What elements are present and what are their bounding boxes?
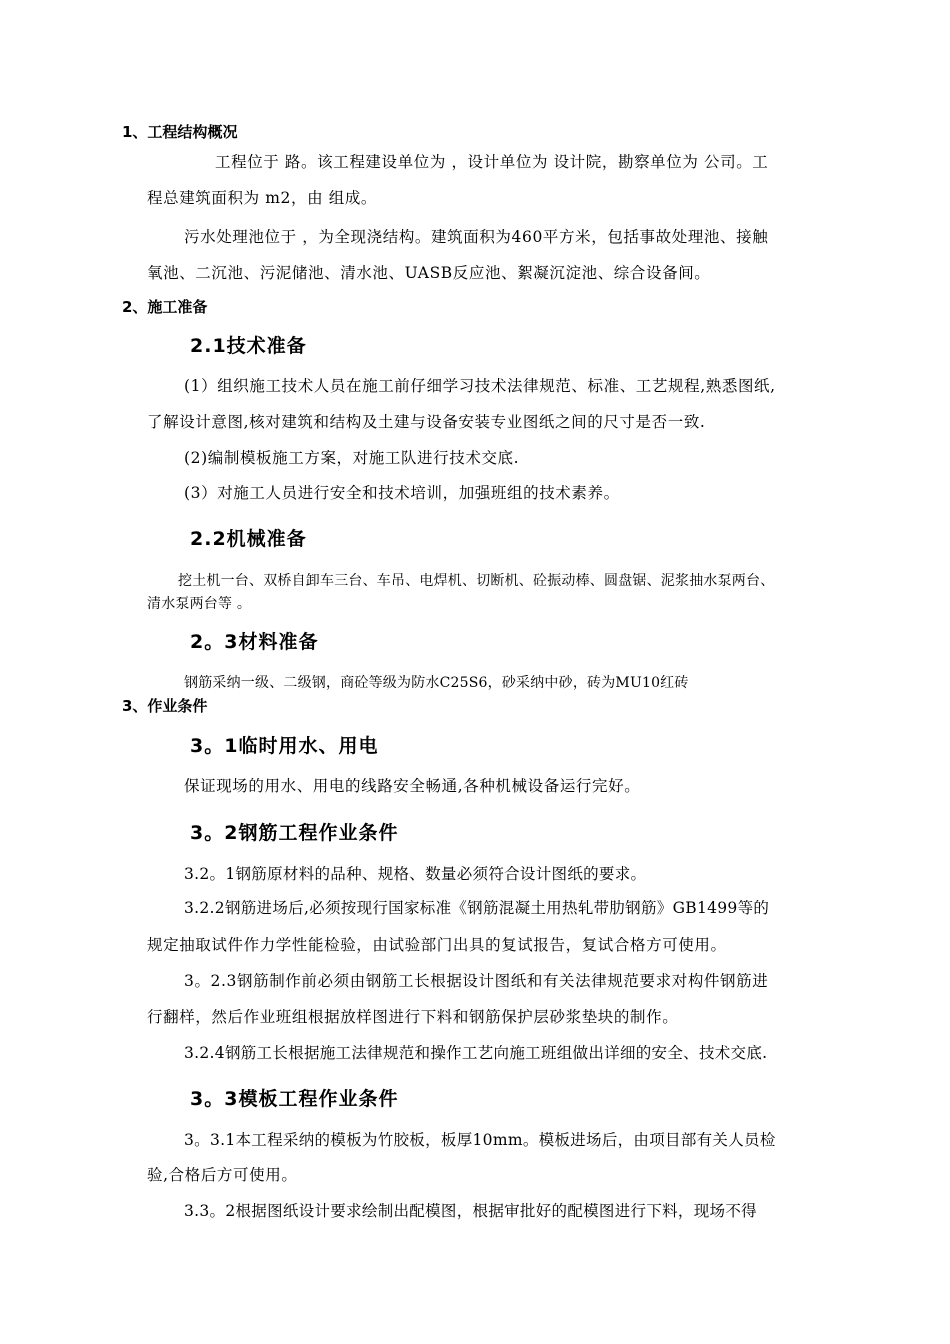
section-3-heading: 3、作业条件 bbox=[122, 697, 208, 715]
materials-line-1: 钢筋采纳一级、二级钢，商砼等级为防水C25S6，砂采纳中砂，砖为MU10红砖 bbox=[184, 675, 689, 691]
item-2-1-2: (2)编制模板施工方案，对施工队进行技术交底. bbox=[184, 449, 520, 467]
water-power-line-1: 保证现场的用水、用电的线路安全畅通,各种机械设备运行完好。 bbox=[184, 777, 641, 795]
item-2-1-1-line-2: 了解设计意图,核对建筑和结构及土建与设备安装专业图纸之间的尺寸是否一致. bbox=[147, 413, 706, 431]
machinery-line-2: 清水泵两台等 。 bbox=[147, 596, 252, 612]
section-1-heading: 1、工程结构概况 bbox=[122, 123, 238, 141]
subsection-3-3-heading: 3。3模板工程作业条件 bbox=[190, 1088, 399, 1110]
item-3-2-2-line-1: 3.2.2钢筋进场后,必须按现行国家标准《钢筋混凝土用热轧带肋钢筋》GB1499等的 bbox=[184, 899, 770, 917]
subsection-3-2-heading: 3。2钢筋工程作业条件 bbox=[190, 822, 399, 844]
subsection-2-1-heading: 2.1技术准备 bbox=[190, 335, 307, 357]
item-3-3-1-line-2: 验,合格后方可使用。 bbox=[147, 1166, 298, 1184]
item-3-2-2-line-2: 规定抽取试件作力学性能检验，由试验部门出具的复试报告，复试合格方可使用。 bbox=[147, 936, 727, 954]
section-1-para-2-line-1: 污水处理池位于 ，为全现浇结构。建筑面积为460平方米，包括事故处理池、接触 bbox=[184, 228, 769, 246]
section-2-heading: 2、施工准备 bbox=[122, 298, 208, 316]
item-3-3-1-line-1: 3。3.1本工程采纳的模板为竹胶板，板厚10mm。模板进场后，由项目部有关人员检 bbox=[184, 1131, 776, 1149]
item-3-2-1: 3.2。1钢筋原材料的品种、规格、数量必须符合设计图纸的要求。 bbox=[184, 865, 647, 883]
item-3-2-3-line-2: 行翻样，然后作业班组根据放样图进行下料和钢筋保护层砂浆垫块的制作。 bbox=[147, 1008, 679, 1026]
item-3-2-3-line-1: 3。2.3钢筋制作前必须由钢筋工长根据设计图纸和有关法律规范要求对构件钢筋进 bbox=[184, 972, 769, 990]
item-3-3-2-line-1: 3.3。2根据图纸设计要求绘制出配模图，根据审批好的配模图进行下料，现场不得 bbox=[184, 1202, 757, 1220]
machinery-line-1: 挖土机一台、双桥自卸车三台、车吊、电焊机、切断机、砼振动棒、圆盘锯、泥浆抽水泵两台、 bbox=[178, 573, 775, 589]
item-2-1-1-line-1: (1）组织施工技术人员在施工前仔细学习技术法律规范、标准、工艺规程,熟悉图纸, bbox=[184, 377, 776, 395]
subsection-2-3-heading: 2。3材料准备 bbox=[190, 631, 319, 653]
section-1-para-1-line-2: 程总建筑面积为 m2，由 组成。 bbox=[147, 189, 378, 207]
section-1-para-2-line-2: 氧池、二沉池、污泥储池、清水池、UASB反应池、絮凝沉淀池、综合设备间。 bbox=[147, 264, 711, 282]
item-2-1-3: (3）对施工人员进行安全和技术培训，加强班组的技术素养。 bbox=[184, 484, 620, 502]
section-1-para-1-line-1: 工程位于 路。该工程建设单位为 ，设计单位为 设计院，勘察单位为 公司。工 bbox=[215, 153, 769, 171]
item-3-2-4: 3.2.4钢筋工长根据施工法律规范和操作工艺向施工班组做出详细的安全、技术交底. bbox=[184, 1044, 768, 1062]
subsection-3-1-heading: 3。1临时用水、用电 bbox=[190, 735, 379, 757]
subsection-2-2-heading: 2.2机械准备 bbox=[190, 528, 307, 550]
